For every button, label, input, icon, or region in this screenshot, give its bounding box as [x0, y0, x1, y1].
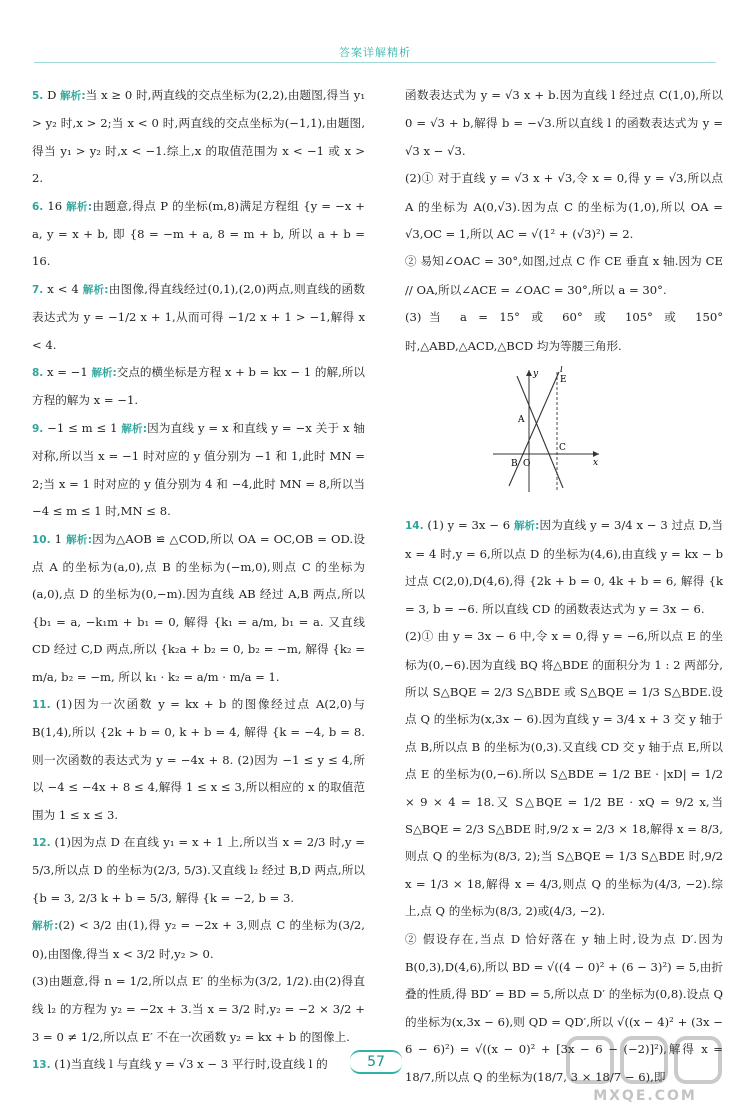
left-column	[32, 82, 365, 1080]
answer-item: ② 假设存在,当点 D 恰好落在 y 轴上时,设为点 D′.因为 B(0,3),D(4,6),所以 BD = √((4 − 0)² + (6 − 3)²) = 5,由折叠的性质,得 BD′ = BD = 5,所以点 D′ 的坐标为(0,8).设点 Q 的坐标为(x,3x − 6),则 QD = QD′,所以 √((x − 4)² + (3x − 6 − 6)²) = √((x − 0)² + [3x − 6 − (−2)]²),解得 x = 18/7,所以点 Q 的坐标为(18/7, 3 × 18/7 − 6),即	[405, 931, 723, 1084]
label-l: l	[560, 366, 563, 376]
watermark-shape	[568, 1038, 612, 1082]
answer-item: (3)当 a = 15° 或 60° 或 105° 或 150° 时,△ABD,△ACD,△BCD 均为等腰三角形.	[405, 310, 723, 353]
label-o: O	[523, 459, 531, 470]
answer-item: (2)① 对于直线 y = √3 x + √3,令 x = 0,得 y = √3,所以点 A 的坐标为 A(0,√3).因为点 C 的坐标为(1,0),所以 OA = √3,OC = 1,所以 AC = √(1² + (√3)²) = 2.	[405, 171, 723, 242]
header-divider	[34, 62, 716, 63]
answer-item: ② 易知∠OAC = 30°,如图,过点 C 作 CE 垂直 x 轴.因为 CE // OA,所以∠ACE = ∠OAC = 30°,所以 a = 30°.	[405, 254, 723, 297]
y-axis-arrow	[526, 370, 532, 376]
answer-item: 10. 1 解析:因为△AOB ≌ △COD,所以 OA = OC,OB = OD.设点 A 的坐标为(a,0),点 B 的坐标为(−m,0),则点 C 的坐标为(a,0),点 D 的坐标为(0,−m).因为直线 AB 经过 A,B 两点,所以 {b₁ = a, −k₁m + b₁ = 0, 解得 {k₁ = a/m, b₁ = a. 又直线 CD 经过 C,D 两点,所以 {k₂a + b₂ = 0, b₂ = −m, 解得 {k₂ = m/a, b₂ = −m, 所以 k₁ · k₂ = a/m · m/a = 1.	[32, 531, 366, 684]
page-number: 57	[350, 1050, 402, 1074]
watermark-text: MXQE.COM	[593, 1088, 697, 1104]
answer-item: 14. (1) y = 3x − 6 解析:因为直线 y = 3/4 x − 3 过点 D,当 x = 4 时,y = 6,所以点 D 的坐标为(4,6),由直线 y = kx − b 过点 C(2,0),D(4,6),得 {2k + b = 0, 4k + b = 6, 解得 {k = 3, b = −6. 所以直线 CD 的函数表达式为 y = 3x − 6.	[405, 518, 724, 616]
label-x: x	[593, 458, 599, 469]
answer-item: 9. −1 ≤ m ≤ 1 解析:因为直线 y = x 和直线 y = −x 关于 x 轴对称,所以当 x = −1 时对应的 y 值分别为 −1 和 1,此时 MN = 2;当 x = 1 时对应的 y 值分别为 4 和 −4,此时 MN = 8,所以当 −4 ≤ m ≤ 1 时,MN ≤ 8.	[32, 420, 365, 519]
page-title: 答案详解精析	[339, 46, 411, 59]
line-l	[517, 376, 563, 488]
right-column	[405, 82, 723, 1091]
answer-item: 11. (1)因为一次函数 y = kx + b 的图像经过点 A(2,0)与 B(1,4),所以 {2k + b = 0, k + b = 4, 解得 {k = −4, b = 8. 则一次函数的表达式为 y = −4x + 8. (2)因为 −1 ≤ y ≤ 4,所以 −4 ≤ −4x + 8 ≤ 4,解得 1 ≤ x ≤ 3,所以相应的 x 的取值范围为 1 ≤ x ≤ 3.	[32, 696, 366, 822]
answer-item: 7. x < 4 解析:由图像,得直线经过(0,1),(2,0)两点,则直线的函数表达式为 y = −1/2 x + 1,从而可得 −1/2 x + 1 > −1,解得 x < 4.	[32, 281, 366, 352]
label-y: y	[533, 369, 539, 380]
answer-item: (2)① 由 y = 3x − 6 中,令 x = 0,得 y = −6,所以点 E 的坐标为(0,−6).因为直线 BQ 将△BDE 的面积分为 1 : 2 两部分,所以 S△BQE = 2/3 S△BDE 或 S△BQE = 1/3 S△BDE.设点 Q 的坐标为(x,3x − 6).因为直线 y = 3/4 x + 3 交 y 轴于点 B,所以点 B 的坐标为(0,3).又直线 CD 交 y 轴于点 E,所以点 E 的坐标为(0,−6).所以 S△BDE = 1/2 BE · |xD| = 1/2 × 9 × 4 = 18.又 S△BQE = 1/2 BE · xQ = 9/2 x,当 S△BQE = 2/3 S△BDE 时,9/2 x = 2/3 × 18,解得 x = 8/3,则点 Q 的坐标为(8/3, 2);当 S△BQE = 1/3 S△BDE 时,9/2 x = 1/3 × 18,解得 x = 4/3,则点 Q 的坐标为(4/3, −2).综上,点 Q 的坐标为(8/3, 2)或(4/3, −2).	[405, 629, 723, 919]
x-axis-arrow	[593, 451, 599, 457]
answer-item: 13. (1)当直线 l 与直线 y = √3 x − 3 平行时,设直线 l 的	[32, 1057, 328, 1072]
watermark-shape	[622, 1038, 666, 1082]
answer-item: 解析:(2) < 3/2 由(1),得 y₂ = −2x + 3,则点 C 的坐标为(3/2, 0),由图像,得当 x < 3/2 时,y₂ > 0.	[32, 918, 365, 961]
answer-item: 函数表达式为 y = √3 x + b.因为直线 l 经过点 C(1,0),所以 0 = √3 + b,解得 b = −√3.所以直线 l 的函数表达式为 y = √3 x − √3.	[405, 88, 723, 158]
coordinate-figure	[487, 366, 605, 496]
label-e: E	[560, 375, 567, 386]
label-a: A	[518, 415, 525, 426]
answer-item: 6. 16 解析:由题意,得点 P 的坐标(m,8)满足方程组 {y = −x + a, y = x + b, 即 {8 = −m + a, 8 = m + b, 所以 a + b = 16.	[32, 198, 365, 269]
answer-item: (3)由题意,得 n = 1/2,所以点 E′ 的坐标为(3/2, 1/2).由(2)得直线 l₂ 的方程为 y₂ = −2x + 3.当 x = 3/2 时,y₂ = −2 × 3/2 + 3 = 0 ≠ 1/2,所以点 E′ 不在一次函数 y₂ = kx + b 的图像上.	[32, 974, 365, 1044]
answer-item: 8. x = −1 解析:交点的横坐标是方程 x + b = kx − 1 的解,所以方程的解为 x = −1.	[32, 365, 365, 408]
watermark-shape	[676, 1038, 720, 1082]
page-header	[0, 0, 750, 62]
answer-item: 12. (1)因为点 D 在直线 y₁ = x + 1 上,所以当 x = 2/3 时,y = 5/3,所以点 D 的坐标为(2/3, 5/3).又直线 l₂ 经过 B,D 两点,所以 {b = 3, 2/3 k + b = 5/3, 解得 {k = −2, b = 3.	[32, 834, 366, 905]
label-c: C	[559, 443, 566, 454]
answer-item: 5. D 解析:当 x ≥ 0 时,两直线的交点坐标为(2,2),由题图,得当 y₁ > y₂ 时,x > 2;当 x < 0 时,两直线的交点坐标为(−1,1),由题图,得当 y₁ > y₂ 时,x < −1.综上,x 的取值范围为 x < −1 或 x > 2.	[32, 88, 366, 186]
label-b: B	[511, 459, 518, 470]
